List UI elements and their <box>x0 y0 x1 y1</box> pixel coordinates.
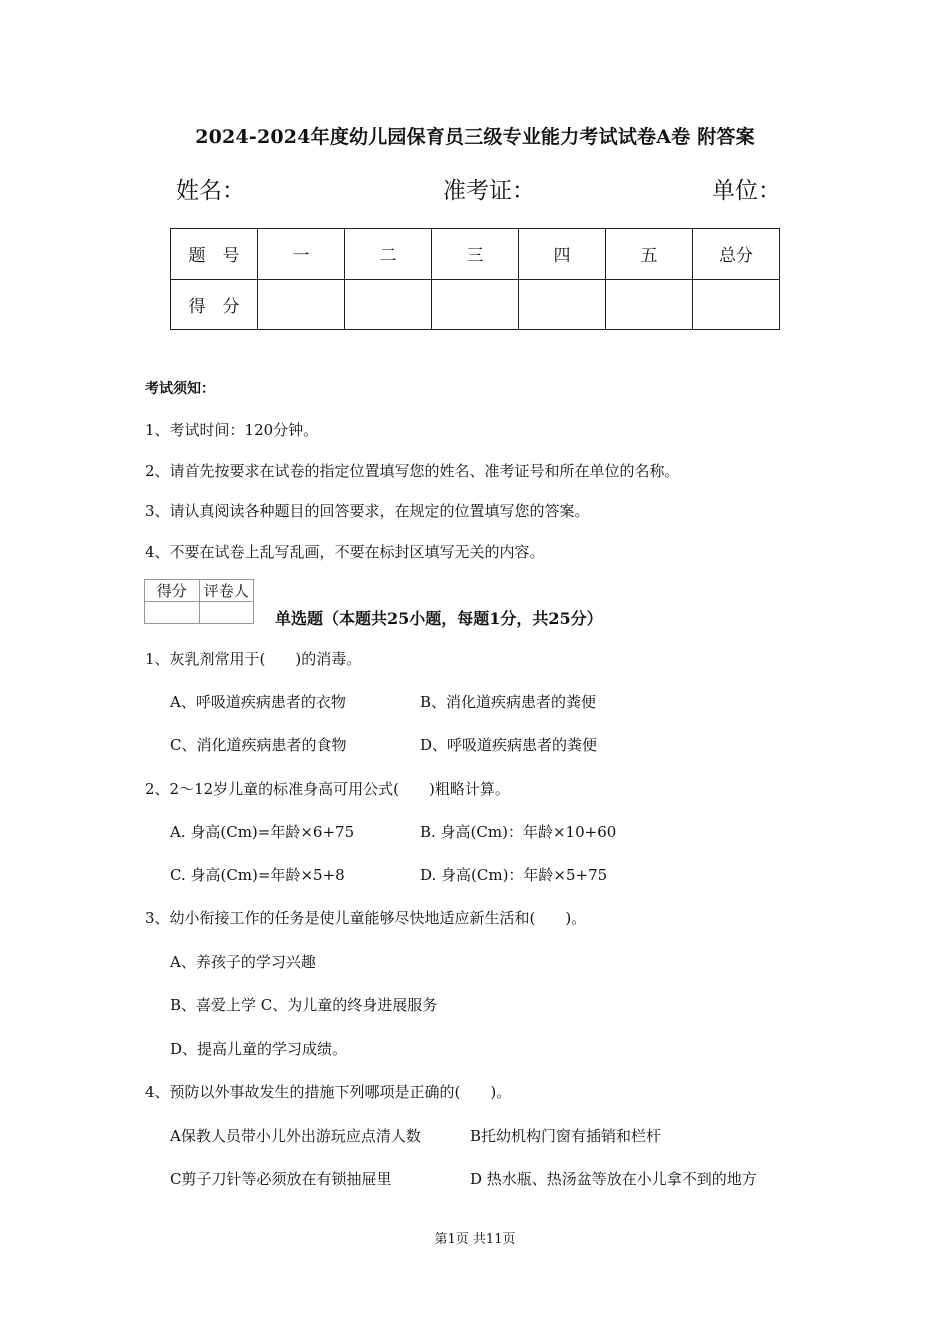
question-stem: 3、幼小衔接工作的任务是使儿童能够尽快地适应新生活和( )。 <box>145 909 587 927</box>
question-option: D 热水瓶、热汤盆等放在小儿拿不到的地方 <box>470 1170 757 1188</box>
score-cell <box>693 279 780 330</box>
question-stem: 2、2～12岁儿童的标准身高可用公式( )粗略计算。 <box>145 780 510 798</box>
question-option: D、呼吸道疾病患者的粪便 <box>420 736 598 754</box>
page-title: 2024-2024年度幼儿园保育员三级专业能力考试试卷A卷 附答案 <box>195 126 755 148</box>
section-title: 单选题（本题共25小题，每题1分，共25分） <box>275 609 603 628</box>
notice-item: 4、不要在试卷上乱写乱画，不要在标封区填写无关的内容。 <box>145 543 545 561</box>
score-header-cell: 四 <box>519 229 606 280</box>
exam-id-field-label: 准考证： <box>443 178 535 204</box>
page-footer: 第1页 共11页 <box>434 1232 516 1247</box>
score-row-label: 得 分 <box>171 279 258 330</box>
question-option: B、喜爱上学 C、为儿童的终身进展服务 <box>170 996 438 1014</box>
name-field-label: 姓名： <box>176 178 245 204</box>
question-option: A保教人员带小儿外出游玩应点清人数 <box>170 1127 421 1145</box>
score-cell <box>606 279 693 330</box>
question-option: B. 身高(Cm)：年龄×10+60 <box>420 823 617 841</box>
notice-item: 2、请首先按要求在试卷的指定位置填写您的姓名、准考证号和所在单位的名称。 <box>145 462 680 480</box>
notice-title: 考试须知： <box>145 381 215 397</box>
score-cell <box>345 279 432 330</box>
question-stem: 4、预防以外事故发生的措施下列哪项是正确的( )。 <box>145 1083 512 1101</box>
unit-field-label: 单位： <box>712 178 781 204</box>
score-header-cell: 题 号 <box>171 229 258 280</box>
score-cell <box>432 279 519 330</box>
notice-item: 1、考试时间：120分钟。 <box>145 421 319 439</box>
score-header-cell: 三 <box>432 229 519 280</box>
question-option: D. 身高(Cm)：年龄×5+75 <box>420 866 608 884</box>
grader-name-cell <box>199 602 254 624</box>
score-cell <box>519 279 606 330</box>
question-option: D、提高儿童的学习成绩。 <box>170 1040 348 1058</box>
question-option: A、呼吸道疾病患者的衣物 <box>170 693 346 711</box>
grader-score-label: 得分 <box>145 580 200 602</box>
question-stem: 1、灰乳剂常用于( )的消毒。 <box>145 650 362 668</box>
question-option: B托幼机构门窗有插销和栏杆 <box>470 1127 662 1145</box>
question-option: C、消化道疾病患者的食物 <box>170 736 347 754</box>
score-table-score-row <box>171 279 780 330</box>
score-cell <box>258 279 345 330</box>
score-table-header-row <box>171 229 780 280</box>
question-option: C剪子刀针等必须放在有锁抽屉里 <box>170 1170 392 1188</box>
score-header-cell: 总分 <box>693 229 780 280</box>
question-option: B、消化道疾病患者的粪便 <box>420 693 597 711</box>
grader-box <box>144 579 254 624</box>
notice-item: 3、请认真阅读各种题目的回答要求，在规定的位置填写您的答案。 <box>145 502 590 520</box>
score-header-cell: 五 <box>606 229 693 280</box>
question-option: A、养孩子的学习兴趣 <box>170 953 316 971</box>
grader-score-cell <box>145 602 200 624</box>
grader-name-label: 评卷人 <box>199 580 254 602</box>
score-header-cell: 一 <box>258 229 345 280</box>
score-header-cell: 二 <box>345 229 432 280</box>
score-table <box>170 228 780 330</box>
question-option: A. 身高(Cm)=年龄×6+75 <box>170 823 355 841</box>
question-option: C. 身高(Cm)=年龄×5+8 <box>170 866 345 884</box>
